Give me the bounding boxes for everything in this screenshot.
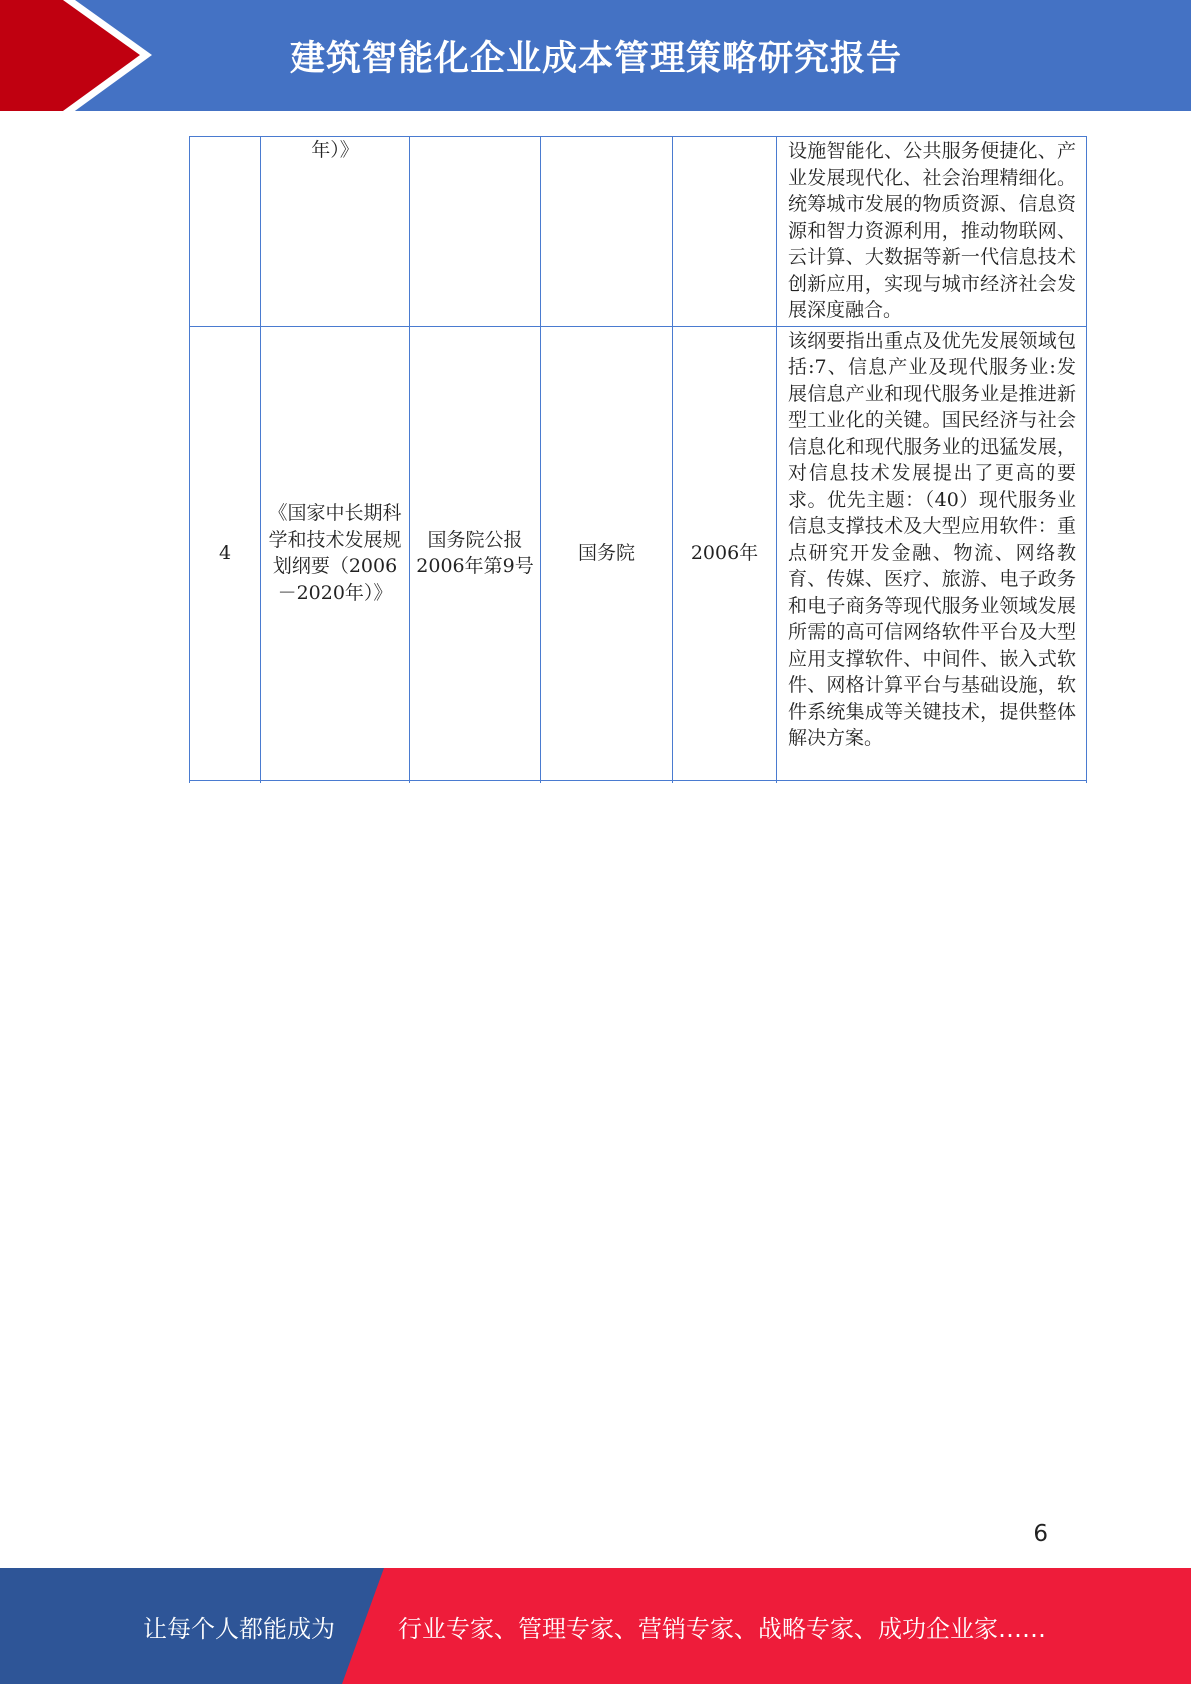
footer-slogan-right: 行业专家、管理专家、营销专家、战略专家、成功企业家…… (398, 1614, 1046, 1643)
policy-table (189, 136, 1087, 783)
table-row (190, 326, 1087, 780)
page-number: 6 (1033, 1521, 1048, 1547)
header-title: 建筑智能化企业成本管理策略研究报告 (290, 38, 903, 79)
header-arrow-icon (0, 0, 300, 111)
cell-year (673, 137, 777, 327)
cell-year: 2006年 (673, 326, 777, 780)
cell-document-no (410, 137, 541, 327)
cell-index (190, 137, 261, 327)
cell-description: 该纲要指出重点及优先发展领域包括:7、信息产业及现代服务业:发展信息产业和现代服务业是推进新型工业化的关键。国民经济与社会信息化和现代服务业的迅猛发展，对信息技术发展提出了更高的要求。优先主题：（40）现代服务业信息支撑技术及大型应用软件：重点研究开发金融、物流、网络教育、传媒、医疗、旅游、电子政务和电子商务等现代服务业领域发展所需的高可信网络软件平台及大型应用支撑软件、中间件、嵌入式软件、网格计算平台与基础设施，软件系统集成等关键技术，提供整体解决方案。 (777, 326, 1087, 780)
cell-policy-name: 年）》 (261, 137, 410, 327)
cell-issuer (541, 137, 673, 327)
cell-policy-name: 《国家中长期科学和技术发展规划纲要（2006－2020年）》 (261, 326, 410, 780)
cell-index: 4 (190, 326, 261, 780)
table-row-continuation (190, 780, 1087, 783)
cell-issuer: 国务院 (541, 326, 673, 780)
table-row (190, 137, 1087, 327)
footer-slogan-left: 让每个人都能成为 (143, 1614, 335, 1643)
cell-description: 设施智能化、公共服务便捷化、产业发展现代化、社会治理精细化。统筹城市发展的物质资源、信息资源和智力资源利用，推动物联网、云计算、大数据等新一代信息技术创新应用，实现与城市经济社会发展深度融合。 (777, 137, 1087, 327)
cell-document-no: 国务院公报2006年第9号 (410, 326, 541, 780)
page-header (0, 0, 1191, 111)
page-footer (0, 1568, 1191, 1684)
